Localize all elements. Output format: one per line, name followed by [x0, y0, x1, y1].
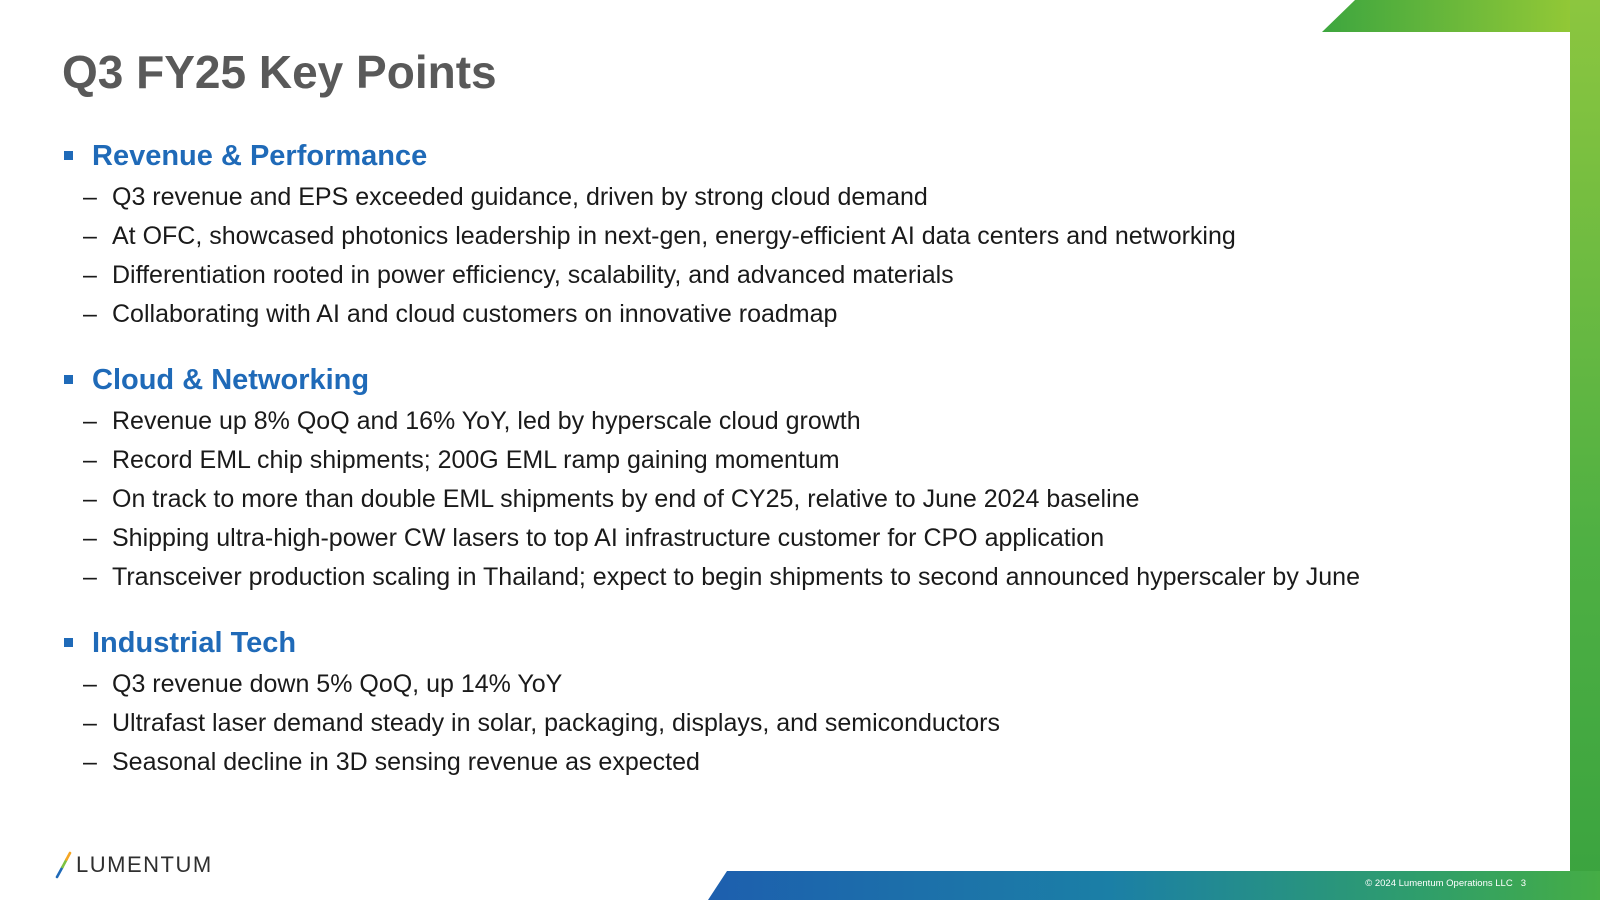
list-item-text: On track to more than double EML shipments by end of CY25, relative to June 2024 baseline: [112, 485, 1140, 513]
list-item: [62, 743, 1462, 782]
list-item: [62, 178, 1462, 217]
dash-bullet: –: [83, 563, 97, 591]
section-industrial-tech: [62, 625, 1462, 782]
right-edge-bar: [1570, 0, 1600, 900]
page-number: 3: [1520, 878, 1526, 889]
bullet-list: [62, 402, 1462, 597]
dash-bullet: –: [83, 222, 97, 250]
list-item: [62, 217, 1462, 256]
section-cloud-networking: [62, 362, 1462, 597]
list-item-text: At OFC, showcased photonics leadership in next-gen, energy-efficient AI data centers and networking: [112, 222, 1236, 250]
section-heading: [62, 138, 1462, 174]
section-heading: [62, 362, 1462, 398]
list-item-text: Seasonal decline in 3D sensing revenue as expected: [112, 748, 700, 776]
bullet-list: [62, 665, 1462, 782]
list-item: [62, 295, 1462, 334]
dash-bullet: –: [83, 183, 97, 211]
dash-bullet: –: [83, 485, 97, 513]
list-item-text: Revenue up 8% QoQ and 16% YoY, led by hyperscale cloud growth: [112, 407, 861, 435]
section-revenue-performance: [62, 138, 1462, 334]
list-item: [62, 558, 1462, 597]
list-item: [62, 665, 1462, 704]
list-item: [62, 704, 1462, 743]
logo-wordmark: LUMENTUM: [76, 852, 213, 877]
square-bullet-icon: [64, 151, 73, 160]
list-item: [62, 441, 1462, 480]
section-heading: [62, 625, 1462, 661]
copyright-text: © 2024 Lumentum Operations LLC: [1365, 878, 1513, 889]
list-item: [62, 256, 1462, 295]
list-item: [62, 480, 1462, 519]
dash-bullet: –: [83, 261, 97, 289]
bullet-list: [62, 178, 1462, 334]
page-title: Q3 FY25 Key Points: [62, 46, 497, 98]
lumentum-slash-icon: [54, 850, 74, 880]
top-right-accent: [1322, 0, 1600, 32]
slide-content: [62, 138, 1462, 810]
list-item-text: Record EML chip shipments; 200G EML ramp gaining momentum: [112, 446, 840, 474]
square-bullet-icon: [64, 375, 73, 384]
dash-bullet: –: [83, 300, 97, 328]
list-item-text: Transceiver production scaling in Thailand; expect to begin shipments to second announced hyperscaler by June: [112, 563, 1360, 591]
company-logo: [54, 848, 213, 882]
square-bullet-icon: [64, 638, 73, 647]
footer: [1357, 878, 1526, 889]
dash-bullet: –: [83, 446, 97, 474]
list-item-text: Collaborating with AI and cloud customers on innovative roadmap: [112, 300, 838, 328]
dash-bullet: –: [83, 709, 97, 737]
dash-bullet: –: [83, 524, 97, 552]
list-item-text: Q3 revenue and EPS exceeded guidance, driven by strong cloud demand: [112, 183, 928, 211]
section-heading-text: Revenue & Performance: [92, 140, 428, 172]
dash-bullet: –: [83, 670, 97, 698]
section-heading-text: Industrial Tech: [92, 627, 297, 659]
dash-bullet: –: [83, 748, 97, 776]
list-item-text: Shipping ultra-high-power CW lasers to top AI infrastructure customer for CPO application: [112, 524, 1105, 552]
list-item-text: Differentiation rooted in power efficiency, scalability, and advanced materials: [112, 261, 954, 289]
list-item-text: Q3 revenue down 5% QoQ, up 14% YoY: [112, 670, 563, 698]
dash-bullet: –: [83, 407, 97, 435]
list-item: [62, 519, 1462, 558]
list-item-text: Ultrafast laser demand steady in solar, packaging, displays, and semiconductors: [112, 709, 1000, 737]
list-item: [62, 402, 1462, 441]
section-heading-text: Cloud & Networking: [92, 364, 370, 396]
